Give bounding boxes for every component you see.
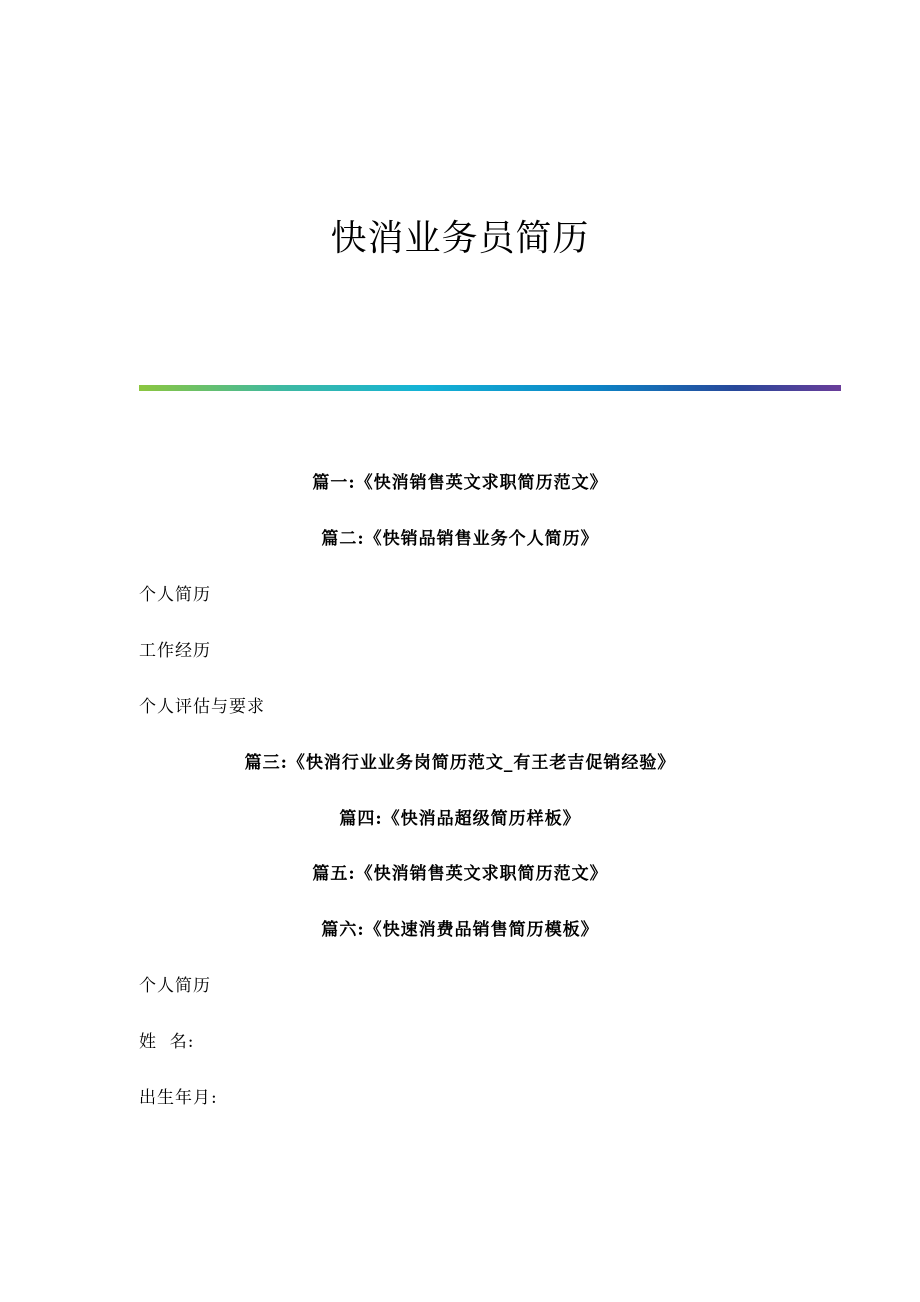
field-label-birth-date: 出生年月:: [139, 1088, 218, 1108]
section-text-self-evaluation: 个人评估与要求: [139, 697, 265, 717]
toc-heading-3: 篇三:《快消行业业务岗简历范文_有王老吉促销经验》: [244, 753, 676, 773]
document-title: 快消业务员简历: [330, 218, 590, 259]
toc-heading-4: 篇四:《快消品超级简历样板》: [339, 809, 581, 829]
gradient-divider: [139, 385, 841, 391]
field-label-name: 姓 名:: [139, 1032, 195, 1052]
section-text-personal-resume: 个人简历: [139, 585, 211, 605]
section-text-work-experience: 工作经历: [139, 641, 211, 661]
toc-heading-6: 篇六:《快速消费品销售简历模板》: [321, 920, 599, 940]
toc-heading-5: 篇五:《快消销售英文求职简历范文》: [312, 864, 608, 884]
toc-heading-1: 篇一:《快消销售英文求职简历范文》: [312, 473, 608, 493]
toc-heading-2: 篇二:《快销品销售业务个人简历》: [321, 529, 599, 549]
section-text-personal-resume-2: 个人简历: [139, 976, 211, 996]
